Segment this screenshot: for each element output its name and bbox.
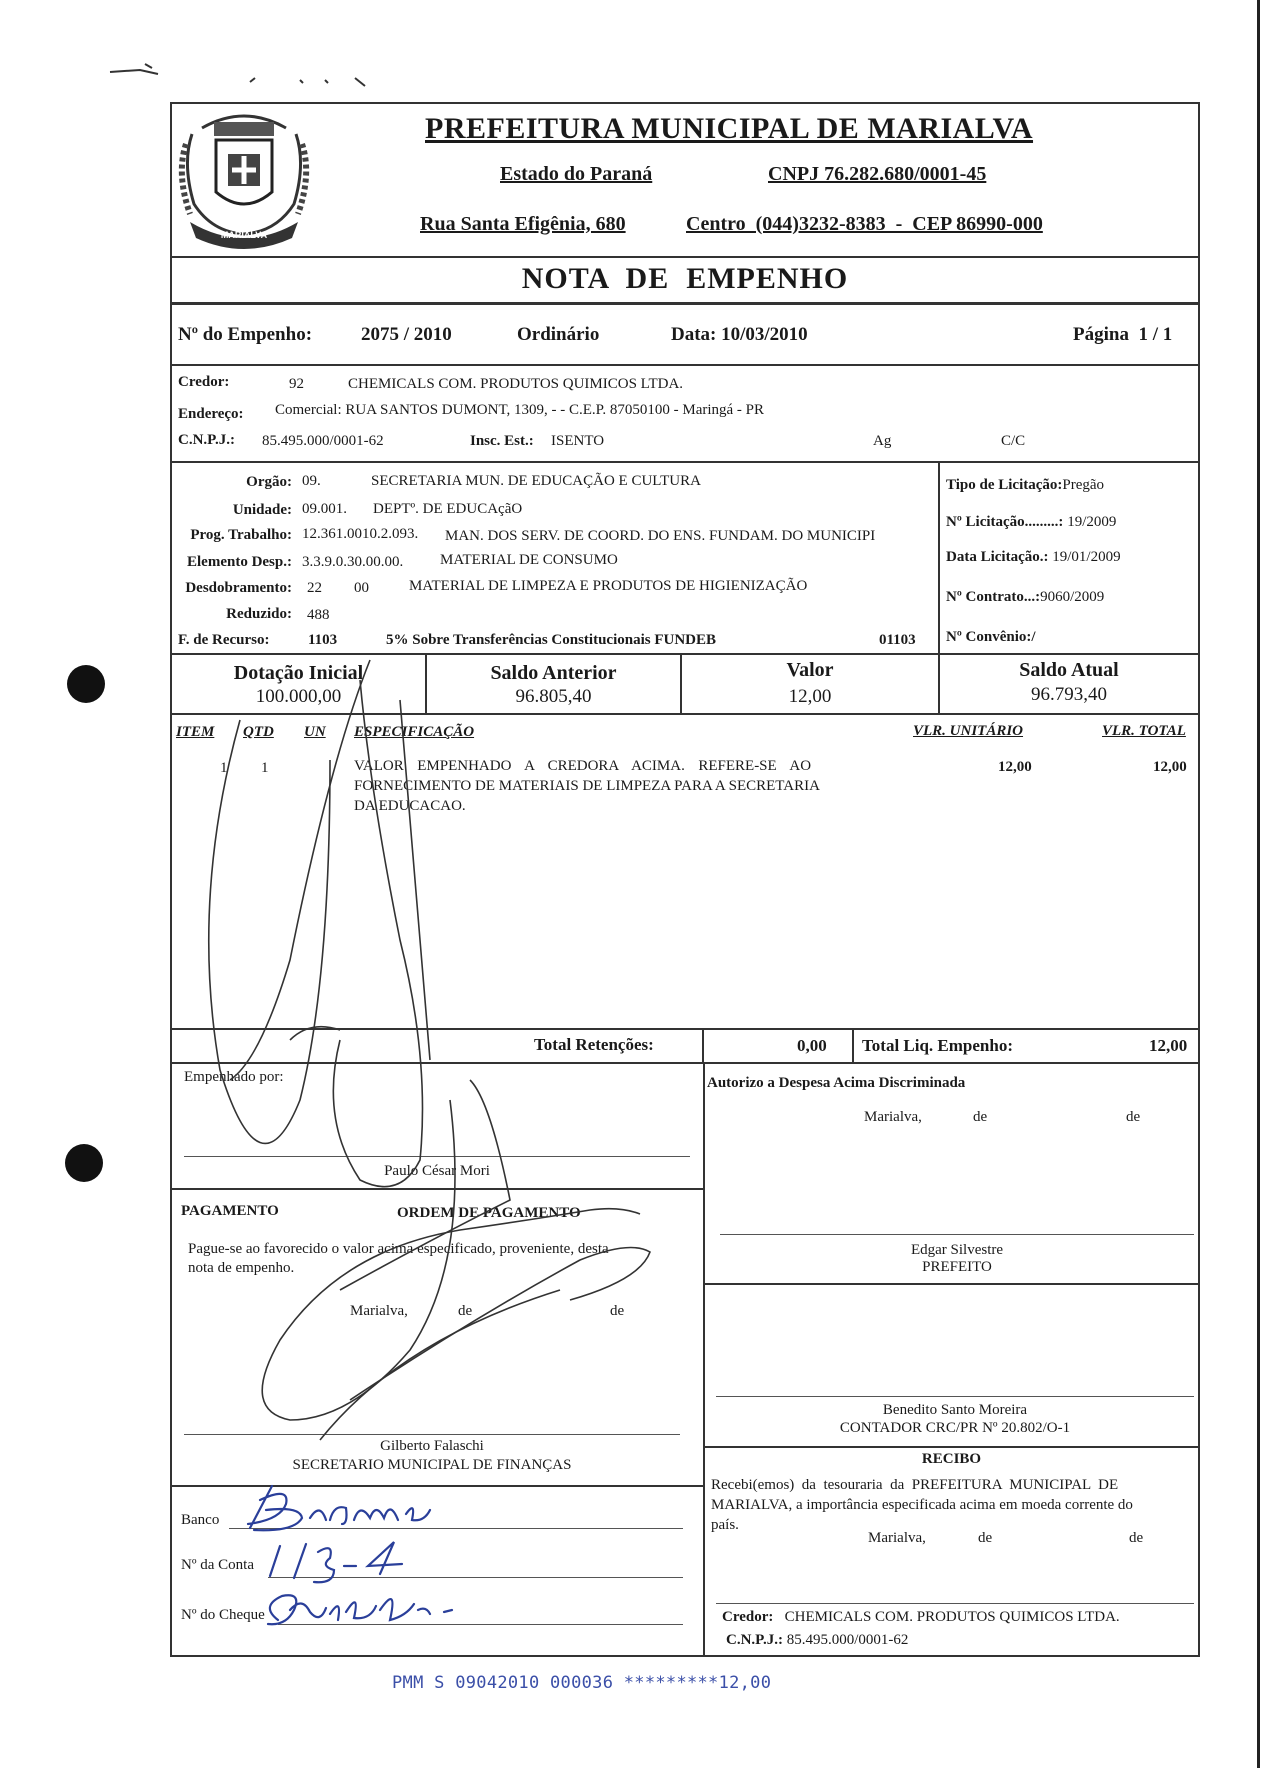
recibo-credor-label: Credor:: [722, 1609, 774, 1625]
empenho-type: Ordinário: [517, 324, 600, 345]
empenho-number-label: Nº do Empenho:: [178, 324, 313, 345]
tipo-licitacao: [946, 477, 1104, 494]
elemento-label: Elemento Desp.:: [187, 554, 292, 570]
recibo-texto-1: Recebi(emos) da tesouraria da PREFEITURA MUNICIPAL DE: [711, 1477, 1119, 1493]
recibo-de-1: de: [978, 1530, 993, 1546]
punch-hole-top: [67, 665, 105, 703]
signature-overlay: [170, 640, 730, 1500]
saldo-atual-value: 96.793,40: [1031, 684, 1107, 705]
numero-licitacao: [946, 514, 1116, 531]
pagamento-local: Marialva,: [350, 1303, 408, 1319]
numero-convenio: Nº Convênio:/: [946, 629, 1036, 645]
recibo-local: Marialva,: [868, 1530, 926, 1546]
cnpj-label: CNPJ 76.282.680/0001-45: [768, 163, 987, 185]
orgao-value: 09.: [302, 473, 321, 489]
contador-cargo: CONTADOR CRC/PR Nº 20.802/O-1: [839, 1420, 1071, 1436]
prog-label: Prog. Trabalho:: [190, 527, 292, 543]
pagamento-label: PAGAMENTO: [181, 1203, 279, 1219]
recurso-label: F. de Recurso:: [178, 632, 270, 648]
address-label: Rua Santa Efigênia, 680: [420, 213, 626, 235]
col-qtd: QTD: [243, 724, 274, 740]
reduzido-value: 488: [307, 607, 330, 623]
secretario-cargo: SECRETARIO MUNICIPAL DE FINANÇAS: [292, 1457, 572, 1473]
col-item: ITEM: [176, 724, 215, 740]
recurso-value: 1103: [308, 632, 338, 648]
unidade-desc: DEPTº. DE EDUCAçãO: [373, 501, 523, 517]
endereco-value: Comercial: RUA SANTOS DUMONT, 1309, - - C.E.P. 87050100 - Maringá - PR: [275, 402, 765, 418]
autorizo-label: Autorizo a Despesa Acima Discriminada: [707, 1075, 966, 1091]
desdobramento-b: 00: [354, 580, 369, 596]
state-label: Estado do Paraná: [500, 163, 653, 185]
recibo-credor: [722, 1609, 1120, 1626]
ordem-pagamento-label: ORDEM DE PAGAMENTO: [397, 1205, 581, 1221]
margin-scribble: [100, 40, 420, 100]
recibo-cnpj-label: C.N.P.J.:: [726, 1632, 783, 1648]
saldo-anterior-value: 96.805,40: [515, 686, 592, 707]
recurso-desc: 5% Sobre Transferências Constitucionais FUNDEB: [386, 632, 717, 648]
cheque-label: Nº do Cheque: [181, 1607, 265, 1623]
recibo-texto-2: MARIALVA, a importância especificada acima em moeda corrente do: [711, 1497, 1133, 1513]
prog-desc: MAN. DOS SERV. DE COORD. DO ENS. FUNDAM. DO MUNICIPI: [445, 528, 876, 544]
pagamento-de-2: de: [610, 1303, 625, 1319]
item-number: 1: [220, 760, 228, 776]
reduzido-label: Reduzido:: [226, 606, 292, 622]
col-vlr-unitario: VLR. UNITÁRIO: [913, 723, 1024, 739]
contact-label: Centro (044)3232-8383 - CEP 86990-000: [686, 213, 1043, 235]
empenho-date: Data: 10/03/2010: [671, 324, 808, 345]
contador-nome: Benedito Santo Moreira: [882, 1402, 1028, 1418]
recibo-cnpj-value: 85.495.000/0001-62: [786, 1632, 909, 1648]
dotacao-inicial-label: Dotação Inicial: [233, 662, 364, 684]
empenhado-nome: Paulo César Mori: [384, 1163, 490, 1179]
elemento-value: 3.3.9.0.30.00.00.: [302, 554, 404, 570]
credor-cnpj-label: C.N.P.J.:: [178, 432, 235, 448]
autorizo-de-2: de: [1126, 1109, 1141, 1125]
item-qtd: 1: [261, 760, 269, 776]
desdobramento-desc: MATERIAL DE LIMPEZA E PRODUTOS DE HIGIENIZAÇÃO: [409, 578, 808, 594]
numero-licitacao-value: 19/2009: [1067, 514, 1117, 530]
prog-value: 12.361.0010.2.093.: [302, 526, 419, 542]
col-vlr-total: VLR. TOTAL: [1102, 723, 1186, 739]
credor-label: Credor:: [178, 374, 230, 390]
autorizo-de-1: de: [973, 1109, 988, 1125]
col-especificacao: ESPECIFICAÇÃO: [354, 724, 475, 740]
recurso-code: 01103: [879, 632, 916, 648]
pagamento-texto-1: Pague-se ao favorecido o valor acima especificado, proveniente, desta: [188, 1241, 609, 1257]
credor-code: 92: [289, 376, 304, 392]
tipo-licitacao-label: Tipo de Licitação:: [946, 477, 1063, 493]
prefeitura-title: PREFEITURA MUNICIPAL DE MARIALVA: [425, 112, 1034, 145]
data-licitacao: [946, 549, 1121, 566]
desdobramento-a: 22: [307, 580, 322, 596]
page-edge: [1257, 0, 1260, 1768]
coat-of-arms-icon: [172, 104, 316, 254]
valor-value: 12,00: [788, 686, 832, 707]
insc-label: Insc. Est.:: [470, 433, 534, 449]
autorizo-local: Marialva,: [864, 1109, 922, 1125]
credor-name: CHEMICALS COM. PRODUTOS QUIMICOS LTDA.: [348, 376, 684, 392]
insc-value: ISENTO: [551, 433, 605, 449]
cc-label: C/C: [1001, 433, 1026, 449]
unidade-label: Unidade:: [232, 502, 292, 518]
recibo-texto-3: país.: [711, 1517, 739, 1533]
item-vlr-unitario: 12,00: [998, 759, 1032, 775]
numero-contrato: [946, 589, 1104, 606]
saldo-anterior-label: Saldo Anterior: [490, 662, 617, 684]
valor-label: Valor: [786, 659, 834, 681]
data-licitacao-value: 19/01/2009: [1052, 549, 1121, 565]
data-licitacao-label: Data Licitação.:: [946, 549, 1049, 565]
prefeito-cargo: PREFEITO: [922, 1259, 992, 1275]
dotacao-inicial-value: 100.000,00: [255, 686, 342, 707]
numero-licitacao-label: Nº Licitação.........:: [946, 514, 1064, 530]
numero-contrato-value: 9060/2009: [1040, 589, 1105, 605]
item-spec-line-1: VALOR EMPENHADO A CREDORA ACIMA. REFERE-SE AO: [354, 758, 812, 774]
total-retencoes-label: Total Retenções:: [534, 1035, 654, 1054]
elemento-desc: MATERIAL DE CONSUMO: [440, 552, 618, 568]
handwritten-fields: [230, 1480, 690, 1650]
doc-title: NOTA DE EMPENHO: [521, 262, 849, 295]
unidade-value: 09.001.: [302, 501, 347, 517]
orgao-label: Orgão:: [246, 474, 292, 490]
empenho-number: 2075 / 2010: [361, 324, 452, 345]
total-retencoes-value: 0,00: [797, 1036, 827, 1055]
pagamento-texto-2: nota de empenho.: [188, 1260, 295, 1276]
recibo-cnpj: [726, 1632, 908, 1649]
page-indicator: Página 1 / 1: [1073, 324, 1173, 345]
prefeito-nome: Edgar Silvestre: [910, 1242, 1004, 1258]
pagamento-de-1: de: [458, 1303, 473, 1319]
conta-label: Nº da Conta: [181, 1557, 254, 1573]
banco-label: Banco: [181, 1512, 220, 1528]
svg-text:MARIALVA: MARIALVA: [220, 230, 268, 240]
punch-hole-bottom: [65, 1144, 103, 1182]
secretario-nome: Gilberto Falaschi: [380, 1438, 484, 1454]
recibo-de-2: de: [1129, 1530, 1144, 1546]
item-spec-line-2: FORNECIMENTO DE MATERIAIS DE LIMPEZA PARA A SECRETARIA: [354, 778, 820, 794]
total-liquido-label: Total Liq. Empenho:: [862, 1036, 1013, 1055]
tipo-licitacao-value: Pregão: [1062, 477, 1105, 493]
credor-cnpj: 85.495.000/0001-62: [262, 433, 384, 449]
total-liquido-value: 12,00: [1149, 1036, 1188, 1055]
endereco-label: Endereço:: [178, 406, 244, 422]
recibo-label: RECIBO: [921, 1451, 982, 1467]
empenhado-label: Empenhado por:: [184, 1069, 284, 1085]
saldo-atual-label: Saldo Atual: [1019, 659, 1119, 681]
ag-label: Ag: [873, 433, 892, 449]
item-vlr-total: 12,00: [1153, 759, 1187, 775]
recibo-credor-value: CHEMICALS COM. PRODUTOS QUIMICOS LTDA.: [784, 1609, 1120, 1625]
bank-stamp: PMM S 09042010 000036 *********12,00: [392, 1673, 772, 1693]
col-un: UN: [304, 724, 326, 740]
desdobramento-label: Desdobramento:: [185, 580, 292, 596]
numero-contrato-label: Nº Contrato...:: [946, 589, 1041, 605]
orgao-desc: SECRETARIA MUN. DE EDUCAÇÃO E CULTURA: [371, 473, 701, 489]
item-spec-line-3: DA EDUCACAO.: [354, 798, 466, 814]
